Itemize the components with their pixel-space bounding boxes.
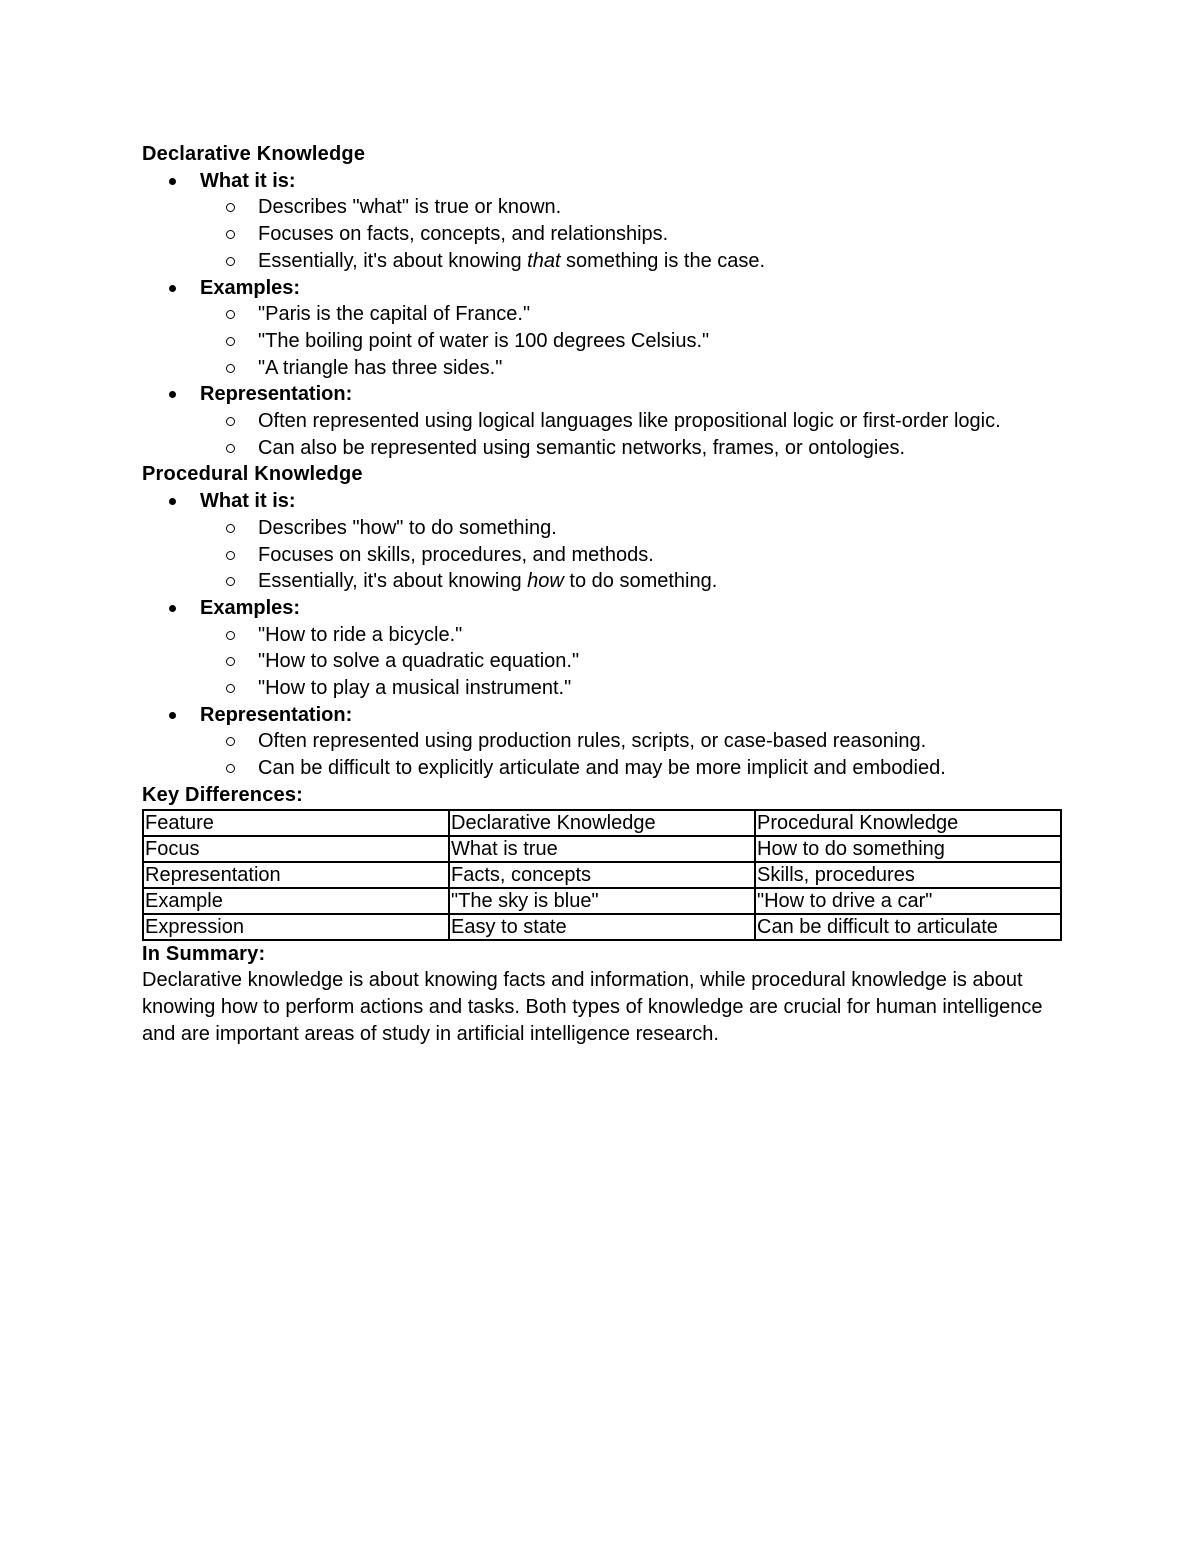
list-item: [142, 168, 1062, 275]
list-item: [200, 248, 1062, 275]
section-title-declarative: Declarative Knowledge: [142, 143, 366, 165]
text-run: Essentially, it's about knowing: [258, 570, 528, 593]
table-cell: Expression: [143, 914, 449, 940]
representation-label: Representation:: [200, 702, 1062, 729]
section-title-procedural: Procedural Knowledge: [142, 463, 363, 486]
examples-label: Examples:: [200, 595, 1062, 622]
table-cell: Focus: [143, 836, 449, 862]
table-cell: Procedural Knowledge: [755, 810, 1061, 836]
list-item: [142, 702, 1062, 782]
list-item: [142, 595, 1062, 702]
table-row: [143, 888, 1061, 914]
list-item: "Paris is the capital of France.": [200, 301, 1062, 328]
list-item: "How to play a musical instrument.": [200, 675, 1062, 702]
list-item: [142, 381, 1062, 461]
table-cell: What is true: [449, 836, 755, 862]
table-cell: "The sky is blue": [449, 888, 755, 914]
emphasis-text: that: [527, 249, 561, 272]
list-item: Focuses on facts, concepts, and relationships.: [200, 221, 1062, 248]
key-differences-title: Key Differences:: [142, 783, 304, 806]
list-item: Describes "what" is true or known.: [200, 194, 1062, 221]
list-item: "How to solve a quadratic equation.": [200, 648, 1062, 675]
list-item: Can be difficult to explicitly articulate and may be more implicit and embodied.: [200, 755, 1062, 782]
table-row: [143, 862, 1061, 888]
list-item: Often represented using production rules, scripts, or case-based reasoning.: [200, 728, 1062, 755]
text-run: to do something.: [563, 570, 718, 593]
declarative-list: [142, 168, 1062, 462]
text-run: Essentially, it's about knowing: [258, 249, 528, 272]
document-page: [142, 141, 1062, 1047]
list-item: [142, 488, 1062, 595]
list-item: [142, 275, 1062, 382]
list-item: Often represented using logical languages like propositional logic or first-order logic.: [200, 408, 1062, 435]
table-cell: Easy to state: [449, 914, 755, 940]
table-cell: Facts, concepts: [449, 862, 755, 888]
table-row: [143, 810, 1061, 836]
table-cell: Can be difficult to articulate: [755, 914, 1061, 940]
text-run: something is the case.: [560, 249, 766, 272]
table-row: [143, 914, 1061, 940]
emphasis-text: how: [527, 570, 564, 593]
table-row: [143, 836, 1061, 862]
table-cell: How to do something: [755, 836, 1061, 862]
examples-label: Examples:: [200, 275, 1062, 302]
procedural-list: [142, 488, 1062, 782]
list-item: "How to ride a bicycle.": [200, 622, 1062, 649]
list-item: Focuses on skills, procedures, and methods.: [200, 542, 1062, 569]
list-item: "A triangle has three sides.": [200, 355, 1062, 382]
what-it-is-label: What it is:: [200, 488, 1062, 515]
list-item: Can also be represented using semantic networks, frames, or ontologies.: [200, 435, 1062, 462]
table-cell: Example: [143, 888, 449, 914]
table-cell: Feature: [143, 810, 449, 836]
representation-label: Representation:: [200, 381, 1062, 408]
list-item: [200, 568, 1062, 595]
key-differences-table: [142, 809, 1062, 941]
table-cell: Skills, procedures: [755, 862, 1061, 888]
summary-title: In Summary:: [142, 942, 266, 965]
table-cell: Representation: [143, 862, 449, 888]
table-cell: Declarative Knowledge: [449, 810, 755, 836]
table-cell: "How to drive a car": [755, 888, 1061, 914]
summary-paragraph: Declarative knowledge is about knowing facts and information, while procedural knowledge is about knowing how to perform actions and tasks. Both types of knowledge are crucial for human intelligence and are important areas of study in artificial intelligence research.: [142, 969, 1043, 1045]
what-it-is-label: What it is:: [200, 168, 1062, 195]
list-item: Describes "how" to do something.: [200, 515, 1062, 542]
list-item: "The boiling point of water is 100 degrees Celsius.": [200, 328, 1062, 355]
